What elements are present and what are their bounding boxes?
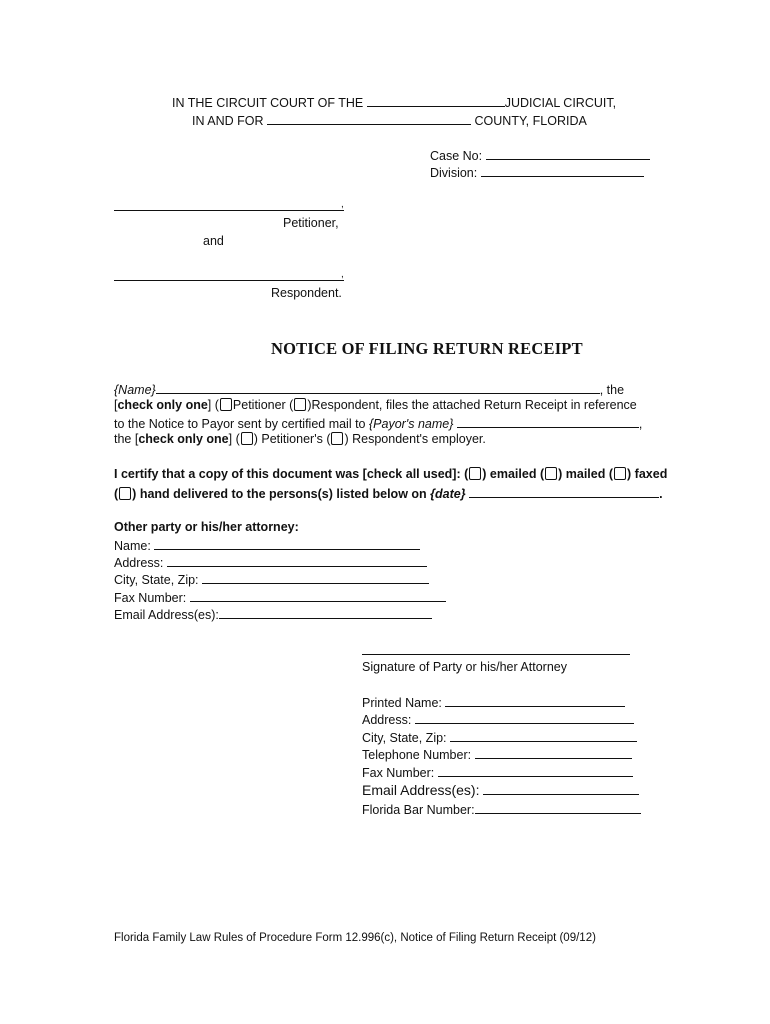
sig-printed-name-field[interactable]	[445, 694, 625, 707]
party-row: [check only one] ( Petitioner ( )Respondent, files the attached Return Receipt in reference	[114, 398, 637, 412]
other-party-heading: Other party or his/her attorney:	[114, 520, 299, 534]
sig-fax-row: Fax Number:	[362, 764, 633, 780]
form-footer: Florida Family Law Rules of Procedure Form 12.996(c), Notice of Filing Return Receipt (09/12)	[114, 932, 596, 944]
county-field[interactable]	[267, 112, 471, 125]
page: IN THE CIRCUIT COURT OF THE JUDICIAL CIRCUIT, IN AND FOR COUNTY, FLORIDA Case No: Division: , Petitioner, and , Respondent. NOTICE OF FILING RETURN RECEIPT {Name} , the [check only one] ( Petitioner ( )Respondent, files the attached Return Receipt in reference to the Notice to Payor sent by certified mail to {Payor's name} , the [check only one] ( ) Petitioner's ( ) Respondent's employer. I certify that a copy of this document was [check all used]: ( ) emailed ( ) mailed ( ) faxed ( ) hand delivered to the persons(s) listed below on {date} . Other party or his/her attorney: Name: Address: City, State, Zip: Fax Number: Email Address(es): Signature of Party or his/her Attorney Printed Name: Address: City, State, Zip: Telephone Number: Fax Number: Email Address(es): Florida Bar Number: Florida Family Law Rules of Procedure Form 12.996(c), Notice of Filing Return Receipt (09/12)	[114, 96, 668, 944]
and-label: and	[203, 234, 224, 248]
name-field[interactable]	[156, 381, 600, 394]
employer-row: the [check only one] ( ) Petitioner's ( ) Respondent's employer.	[114, 432, 486, 446]
case-no-field[interactable]	[486, 147, 650, 160]
division-row: Division:	[430, 164, 644, 180]
other-address-field[interactable]	[167, 554, 427, 567]
petitioner-checkbox[interactable]	[220, 398, 232, 411]
name-row: {Name} , the	[114, 383, 625, 397]
sig-city-row: City, State, Zip:	[362, 729, 637, 745]
division-field[interactable]	[481, 164, 644, 177]
sig-telephone-row: Telephone Number:	[362, 746, 632, 762]
respondent-label: Respondent.	[271, 286, 342, 300]
other-email-field[interactable]	[219, 606, 432, 619]
sig-printed-name-row: Printed Name:	[362, 694, 625, 710]
emailed-checkbox[interactable]	[469, 467, 481, 480]
hand-delivered-checkbox[interactable]	[119, 487, 131, 500]
sig-address-row: Address:	[362, 711, 634, 727]
hand-delivered-row: ( ) hand delivered to the persons(s) listed below on {date} .	[114, 487, 663, 501]
sig-city-field[interactable]	[450, 729, 637, 742]
county-line: IN AND FOR COUNTY, FLORIDA	[192, 114, 587, 128]
mailed-checkbox[interactable]	[545, 467, 557, 480]
sig-address-field[interactable]	[415, 711, 634, 724]
payor-name-field[interactable]	[457, 415, 639, 428]
case-no-row: Case No:	[430, 147, 650, 163]
sig-email-row: Email Address(es):	[362, 781, 639, 798]
sig-bar-row: Florida Bar Number:	[362, 801, 641, 817]
date-field[interactable]	[469, 485, 659, 498]
other-fax-row: Fax Number:	[114, 589, 446, 605]
court-line: IN THE CIRCUIT COURT OF THE JUDICIAL CIRCUIT,	[172, 96, 617, 110]
respondent-checkbox[interactable]	[294, 398, 306, 411]
other-address-row: Address:	[114, 554, 427, 570]
payor-row: to the Notice to Payor sent by certified mail to {Payor's name} ,	[114, 417, 643, 431]
respondent-field[interactable]	[114, 280, 344, 281]
other-city-row: City, State, Zip:	[114, 571, 429, 587]
circuit-field[interactable]	[367, 94, 505, 107]
other-fax-field[interactable]	[190, 589, 446, 602]
certify-row: I certify that a copy of this document was [check all used]: ( ) emailed ( ) mailed ( ) faxed	[114, 467, 668, 481]
page-title: NOTICE OF FILING RETURN RECEIPT	[271, 339, 583, 358]
faxed-checkbox[interactable]	[614, 467, 626, 480]
sig-bar-field[interactable]	[475, 801, 641, 814]
sig-telephone-field[interactable]	[475, 746, 632, 759]
signature-field[interactable]	[362, 654, 630, 655]
respondents-employer-checkbox[interactable]	[331, 432, 343, 445]
other-name-row: Name:	[114, 537, 420, 553]
other-name-field[interactable]	[154, 537, 420, 550]
signature-caption: Signature of Party or his/her Attorney	[362, 660, 567, 674]
sig-fax-field[interactable]	[438, 764, 633, 777]
other-email-row: Email Address(es):	[114, 606, 432, 622]
petitioner-label: Petitioner,	[283, 216, 339, 230]
petitioners-employer-checkbox[interactable]	[241, 432, 253, 445]
other-city-field[interactable]	[202, 571, 429, 584]
sig-email-field[interactable]	[483, 781, 639, 795]
petitioner-field[interactable]	[114, 210, 344, 211]
